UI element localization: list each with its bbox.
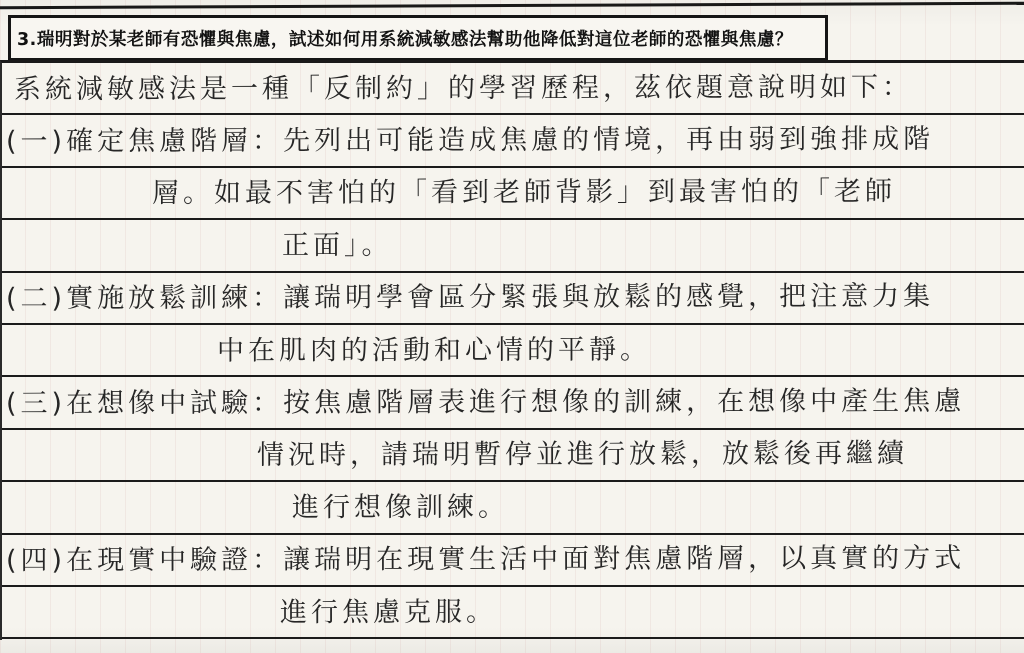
scan-edge-line bbox=[0, 2, 1024, 9]
answer-line bbox=[2, 377, 1024, 429]
answer-line bbox=[2, 63, 1024, 115]
answer-line-text: 進行想像訓練。 bbox=[291, 491, 510, 524]
answer-line bbox=[2, 168, 1024, 220]
answer-line-text: (一)確定焦慮階層：先列出可能造成焦慮的情境，再由弱到強排成階 bbox=[5, 123, 935, 158]
question-text: 3.瑞明對於某老師有恐懼與焦慮，試述如何用系統減敏感法幫助他降低對這位老師的恐懼與焦慮？ bbox=[17, 29, 793, 50]
answer-line-text: 系統減敏感法是一種「反制約」的學習歷程，茲依題意說明如下： bbox=[13, 71, 914, 105]
answer-area bbox=[0, 60, 1024, 640]
answer-line bbox=[2, 115, 1024, 167]
answer-line-text: (四)在現實中驗證：讓瑞明在現實生活中面對焦慮階層，以真實的方式 bbox=[5, 542, 966, 577]
answer-line-text: 情況時，請瑞明暫停並進行放鬆，放鬆後再繼續 bbox=[256, 438, 909, 472]
question-box bbox=[8, 15, 828, 61]
answer-line bbox=[2, 535, 1024, 587]
answer-line-text: (三)在想像中試驗：按焦慮階層表進行想像的訓練，在想像中產生焦慮 bbox=[5, 385, 966, 420]
answer-line bbox=[2, 220, 1024, 272]
answer-line-text: (二)實施放鬆訓練：讓瑞明學會區分緊張與放鬆的感覺，把注意力集 bbox=[5, 281, 935, 315]
answer-line-text: 進行焦慮克服。 bbox=[279, 596, 498, 628]
answer-line-text: 正面」。 bbox=[281, 229, 393, 262]
answer-line-text: 層。如最不害怕的「看到老師背影」到最害怕的「老師 bbox=[151, 176, 897, 210]
answer-line bbox=[2, 482, 1024, 534]
answer-line bbox=[2, 587, 1024, 639]
answer-line bbox=[2, 273, 1024, 325]
answer-line bbox=[2, 430, 1024, 482]
answer-line-text: 中在肌肉的活動和心情的平靜。 bbox=[216, 334, 652, 367]
answer-line bbox=[2, 325, 1024, 377]
